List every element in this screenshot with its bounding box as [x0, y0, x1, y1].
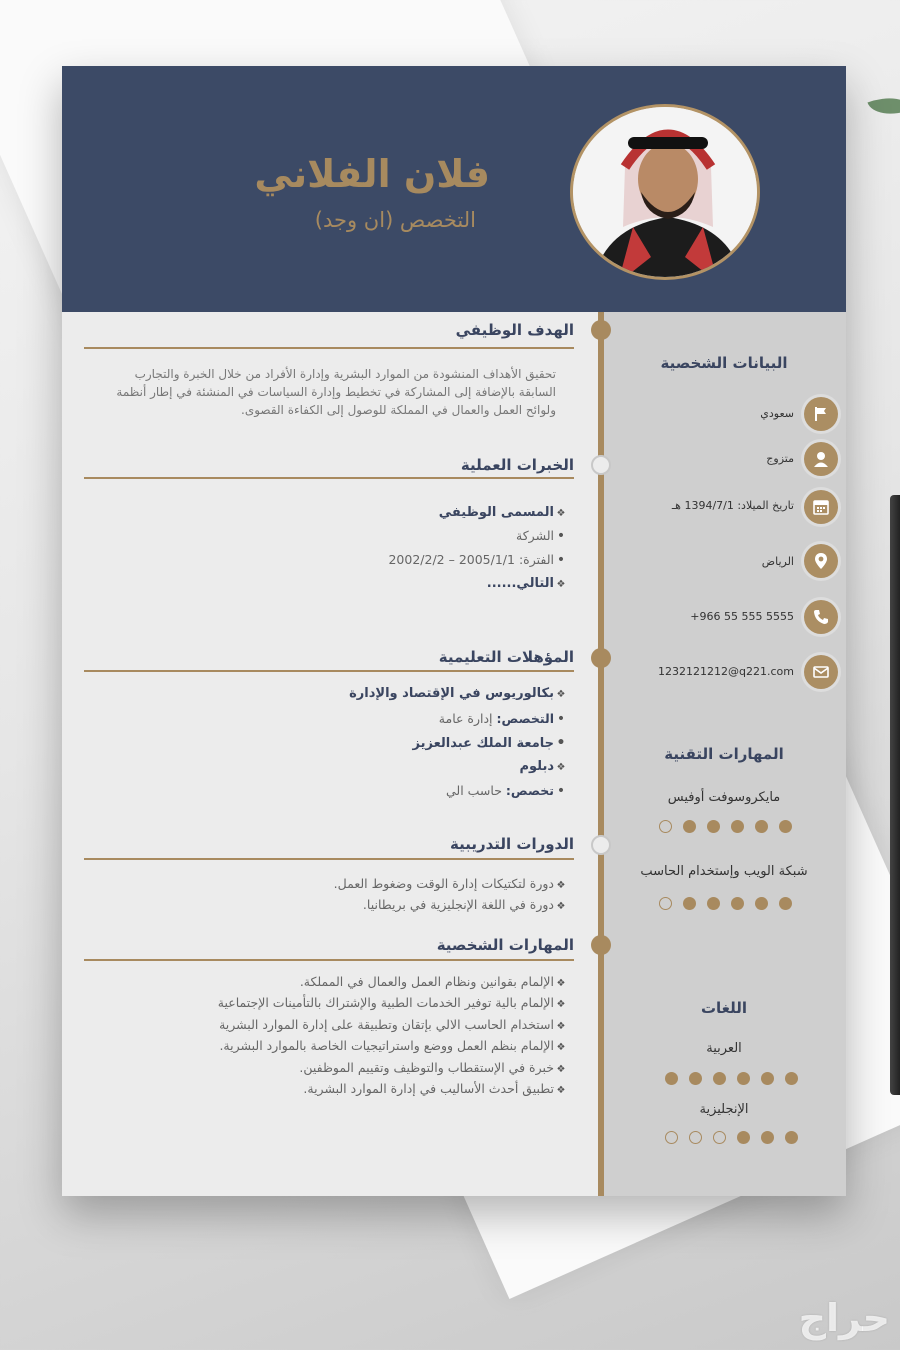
- rating-dot-filled: [785, 1131, 798, 1144]
- personal-info-title: البيانات الشخصية: [660, 354, 788, 372]
- birth-date: تاريخ الميلاد: 1394/7/1 هـ: [671, 499, 794, 512]
- rating-dot-filled: [683, 897, 696, 910]
- diploma-major: •تخصص: حاسب الي: [445, 783, 566, 799]
- objective-text: تحقيق الأهداف المنشودة من الموارد البشرية وإدارة الأفراد من خلال الخبرة والتجارب السابقة بالإضافة إلى المشاركة في تخطيط وإدارة السياسات في المنشئة في إطار أنظمة ولوائح العمل والعمال في المملكة للوصول إلى الكفاءة القصوى.: [116, 367, 556, 417]
- site-watermark: حراج: [798, 1296, 890, 1340]
- rating-dot-filled: [713, 1072, 726, 1085]
- rating-dot-filled: [689, 1072, 702, 1085]
- rating-dot-filled: [779, 820, 792, 833]
- education-title: المؤهلات التعليمية: [438, 648, 574, 666]
- diploma: ❖دبلوم: [519, 759, 566, 774]
- rating-dot-filled: [761, 1131, 774, 1144]
- section-divider: [84, 858, 574, 860]
- rating-dot-empty: [689, 1131, 702, 1144]
- city: الرياض: [761, 555, 794, 568]
- rating-dot-filled: [707, 820, 720, 833]
- email: 1232121212@q221.com: [658, 665, 794, 678]
- rating-dot-filled: [737, 1131, 750, 1144]
- language-rating: [665, 1072, 798, 1085]
- marital-status: متزوج: [766, 452, 794, 465]
- timeline-node: [591, 320, 611, 340]
- section-divider: [84, 347, 574, 349]
- rating-dot-filled: [683, 820, 696, 833]
- rating-dot-empty: [713, 1131, 726, 1144]
- skill-item: ❖خبرة في الإستقطاب والتوظيف وتقييم الموظفين.: [299, 1060, 566, 1075]
- job-title: ❖المسمى الوظيفي: [438, 505, 566, 520]
- next-entry: ❖التالي......: [486, 576, 566, 591]
- skill-item: ❖الإلمام بقوانين ونظام العمل والعمال في المملكة.: [299, 974, 566, 989]
- tech-skill-name: شبكة الويب وإستخدام الحاسب: [640, 864, 808, 879]
- courses-title: الدورات التدريبية: [449, 835, 574, 853]
- rating-dot-filled: [665, 1072, 678, 1085]
- period-value: 2002/2/2 – 2005/1/1: [388, 552, 515, 567]
- objective-title: الهدف الوظيفي: [455, 321, 574, 339]
- rating-dot-filled: [707, 897, 720, 910]
- course-item: ❖دورة في اللغة الإنجليزية في بريطانيا.: [362, 897, 566, 912]
- university: •جامعة الملك عبدالعزيز: [412, 735, 566, 751]
- company: •الشركة: [516, 528, 566, 544]
- skill-rating: [659, 820, 792, 833]
- phone-icon: [804, 600, 838, 634]
- period: •الفترة: 2002/2/2 – 2005/1/1: [388, 552, 566, 568]
- section-divider: [84, 959, 574, 961]
- course-item: ❖دورة لتكتيكات إدارة الوقت وضغوط العمل.: [333, 876, 566, 891]
- nationality: سعودي: [760, 407, 794, 420]
- full-name: فلان الفلاني: [254, 152, 490, 196]
- rating-dot-empty: [665, 1131, 678, 1144]
- language-name: الإنجليزية: [699, 1102, 749, 1117]
- rating-dot-filled: [785, 1072, 798, 1085]
- skill-item: ❖استخدام الحاسب الالي بإتقان وتطبيقة على إدارة الموارد البشرية: [219, 1017, 566, 1032]
- skill-item: ❖تطبيق أحدث الأساليب في إدارة الموارد البشرية.: [303, 1081, 566, 1096]
- tech-skill-name: مايكروسوفت أوفيس: [667, 790, 781, 805]
- languages-title: اللغات: [700, 999, 748, 1017]
- language-rating: [665, 1131, 798, 1144]
- experience-title: الخبرات العملية: [460, 456, 574, 474]
- resume-page: [62, 66, 846, 1196]
- timeline-node: [591, 935, 611, 955]
- rating-dot-filled: [731, 820, 744, 833]
- rating-dot-filled: [755, 897, 768, 910]
- location-pin-icon: [804, 544, 838, 578]
- skill-rating: [659, 897, 792, 910]
- degree: ❖بكالوريوس في الإقتصاد والإدارة: [349, 686, 566, 701]
- timeline-node: [591, 648, 611, 668]
- background-pen: [890, 495, 900, 1095]
- section-divider: [84, 670, 574, 672]
- skill-item: ❖الإلمام بنظم العمل ووضع واستراتيجيات الخاصة بالموارد البشرية.: [219, 1038, 566, 1053]
- section-divider: [84, 477, 574, 479]
- rating-dot-filled: [779, 897, 792, 910]
- major: •التخصص: إدارة عامة: [438, 711, 566, 727]
- person-icon: [804, 442, 838, 476]
- rating-dot-empty: [659, 897, 672, 910]
- profile-photo: [570, 104, 760, 280]
- timeline-node: [591, 455, 611, 475]
- plant-leaf: [867, 89, 900, 123]
- rating-dot-filled: [761, 1072, 774, 1085]
- rating-dot-filled: [737, 1072, 750, 1085]
- timeline-node: [591, 835, 611, 855]
- personal-skills-title: المهارات الشخصية: [436, 936, 574, 954]
- rating-dot-filled: [755, 820, 768, 833]
- resume-header: [62, 66, 846, 312]
- language-name: العربية: [706, 1041, 742, 1056]
- calendar-icon: [804, 490, 838, 524]
- specialty: التخصص (ان وجد): [314, 208, 476, 232]
- mail-icon: [804, 655, 838, 689]
- rating-dot-empty: [659, 820, 672, 833]
- flag-icon: [804, 397, 838, 431]
- rating-dot-filled: [731, 897, 744, 910]
- skill-item: ❖الإلمام بالية توفير الخدمات الطبية والإشتراك بالتأمينات الإجتماعية: [217, 995, 566, 1010]
- phone-number: +966 55 555 5555: [690, 610, 794, 623]
- tech-skills-title: المهارات التقنية: [664, 745, 784, 763]
